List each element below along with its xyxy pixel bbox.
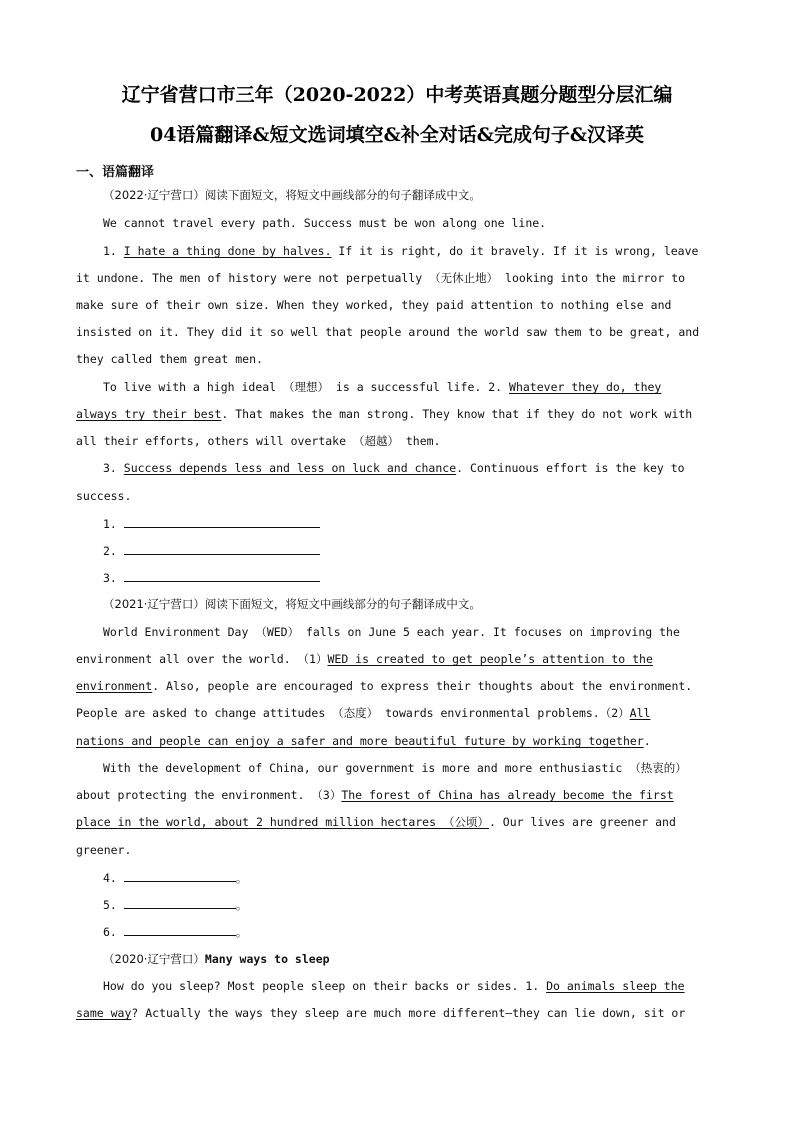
passage-2022-line: it undone. The men of history were not perpetually （无休止地） looking into the mirror to [76,271,686,285]
underlined-sentence-6: The forest of China has already become the first [341,788,674,802]
passage-2020-intro: （2020·辽宁营口）Many ways to sleep [103,952,330,966]
passage-2022-line: 1. I hate a thing done by halves. If it is right, do it bravely. If it is wrong, leave [103,244,699,258]
passage-2021-line: place in the world, about 2 hundred million hectares （公顷）. Our lives are greener and [76,815,676,829]
underlined-sentence-4-cont: environment [76,679,153,693]
document-title: 辽宁省营口市三年（2020-2022）中考英语真题分题型分层汇编 [121,84,673,106]
passage-2021-line: environment all over the world. （1）WED is created to get people’s attention to the [76,652,653,666]
underlined-sentence-2: Whatever they do, they [509,380,662,394]
passage-2021-line: With the development of China, our government is more and more enthusiastic （热衷的） [103,761,687,775]
document-subtitle: 04语篇翻译&短文选词填空&补全对话&完成句子&汉译英 [149,124,645,146]
passage-2021-line: about protecting the environment. （3）The forest of China has already become the first [76,788,674,802]
answer-line-2[interactable]: 2. [103,542,733,559]
underlined-sentence-7-cont: same way [76,1006,132,1020]
answer-line-5[interactable]: 5. 。 [103,898,248,912]
underlined-sentence-7: Do animals sleep the [546,979,685,993]
passage-2022-line: 3. Success depends less and less on luck and chance. Continuous effort is the key to [103,461,685,475]
passage-2020-heading: Many ways to sleep [204,952,330,966]
answer-line-4[interactable]: 4. 。 [103,871,248,885]
passage-2021-line: World Environment Day （WED） falls on June 5 each year. It focuses on improving the [103,625,680,639]
passage-2021-intro: （2021·辽宁营口）阅读下面短文，将短文中画线部分的句子翻译成中文。 [103,597,481,611]
passage-2022-line: We cannot travel every path. Success must be won along one line. [103,216,547,230]
underlined-sentence-2-cont: always try their best [76,407,222,421]
passage-2021-line: greener. [76,843,132,857]
underlined-sentence-6-cont: place in the world, about 2 hundred million hectares （公顷） [76,815,489,829]
passage-2021-line: nations and people can enjoy a safer and more beautiful future by working together. [76,734,651,748]
passage-2022-line: success. [76,489,132,503]
underlined-sentence-5-cont: nations and people can enjoy a safer and more beautiful future by working together [76,734,644,748]
passage-2021-line: environment. Also, people are encouraged to express their thoughts about the environment. [76,679,693,693]
passage-2022-line: make sure of their own size. When they worked, they paid attention to nothing else and [76,298,672,312]
answer-line-6[interactable]: 6. 。 [103,925,248,939]
answer-line-3[interactable]: 3. [103,569,733,586]
answer-line-1[interactable]: 1. [103,515,733,532]
passage-2022-line: always try their best. That makes the man strong. They know that if they do not work with [76,407,693,421]
passage-2022-intro: （2022·辽宁营口）阅读下面短文，将短文中画线部分的句子翻译成中文。 [103,188,481,202]
passage-2022-line: all their efforts, others will overtake （超越） them. [76,434,441,448]
underlined-sentence-4: WED is created to get people’s attention to the [327,652,653,666]
underlined-sentence-3: Success depends less and less on luck and chance [123,461,457,475]
passage-2020-line: same way? Actually the ways they sleep are much more different—they can lie down, sit or [76,1006,686,1020]
section-heading: 一、语篇翻译 [76,165,155,180]
passage-2020-line: How do you sleep? Most people sleep on their backs or sides. 1. Do animals sleep the [103,979,685,993]
underlined-sentence-5: All [629,706,651,720]
passage-2021-line: People are asked to change attitudes （态度） towards environmental problems.（2）All [76,706,651,720]
passage-2022-line: they called them great men. [76,352,263,366]
underlined-sentence-1: I hate a thing done by halves. [123,244,332,258]
passage-2022-line: To live with a high ideal （理想） is a successful life. 2. Whatever they do, they [103,380,662,394]
passage-2022-line: insisted on it. They did it so well that people around the world saw them to be great, and [76,325,700,339]
